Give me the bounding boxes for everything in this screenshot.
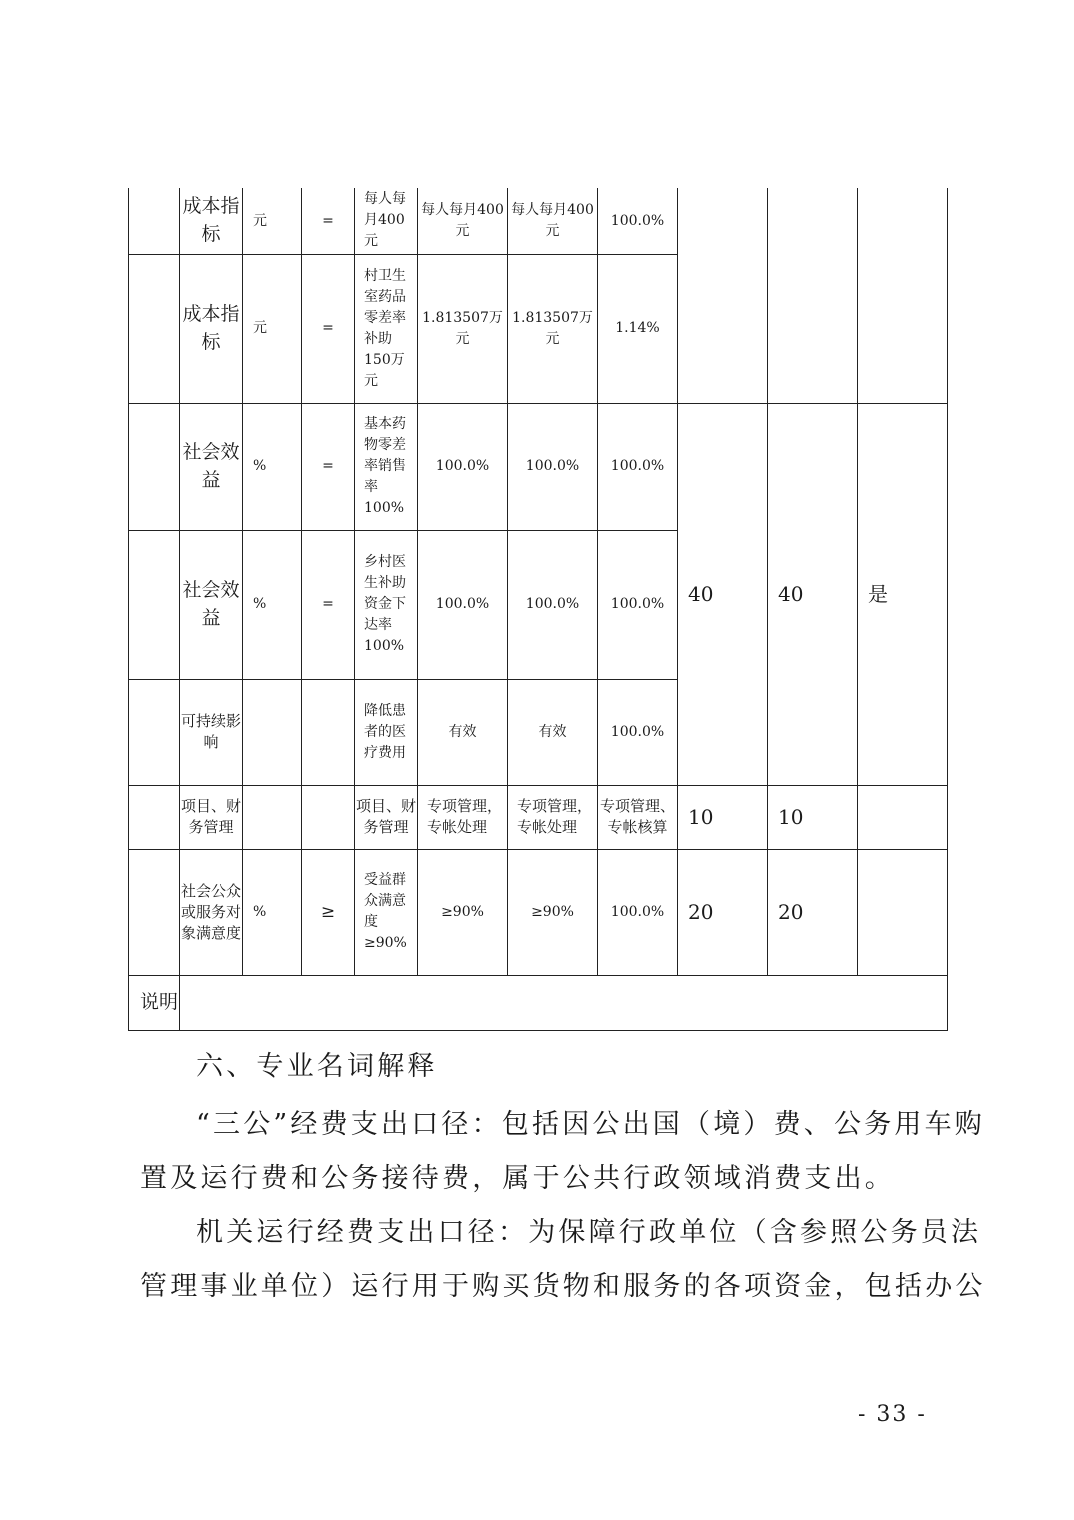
operator-cell <box>302 785 355 849</box>
note-row <box>129 975 948 1030</box>
operator-cell: = <box>302 403 355 530</box>
completion-cell: 100.0% <box>598 849 678 975</box>
operator-cell: = <box>302 188 355 254</box>
completion-cell: 100.0% <box>598 530 678 679</box>
weight-cell <box>678 188 768 403</box>
level1-cell <box>129 785 180 849</box>
score-cell: 40 <box>768 403 858 785</box>
description-cell: 项目、财务管理 <box>355 785 418 849</box>
target-cell: 100.0% <box>418 403 508 530</box>
indicator-cell: 可持续影响 <box>180 679 243 785</box>
description-cell: 降低患者的医疗费用 <box>355 679 418 785</box>
completion-cell: 100.0% <box>598 403 678 530</box>
completion-cell: 1.14% <box>598 254 678 403</box>
table-row <box>129 785 948 849</box>
achieved-cell <box>858 785 948 849</box>
level1-cell <box>129 254 180 403</box>
unit-cell: 元 <box>243 188 302 254</box>
target-cell: 专项管理，专帐处理 <box>418 785 508 849</box>
target-cell: ≥90% <box>418 849 508 975</box>
operator-cell: ≥ <box>302 849 355 975</box>
weight-cell: 20 <box>678 849 768 975</box>
level1-cell <box>129 403 180 530</box>
description-cell: 村卫生室药品零差率补助150万元 <box>355 254 418 403</box>
indicator-cell: 成本指标 <box>180 188 243 254</box>
indicator-cell: 社会效益 <box>180 403 243 530</box>
actual-cell: ≥90% <box>508 849 598 975</box>
operator-cell <box>302 679 355 785</box>
level1-cell <box>129 188 180 254</box>
weight-cell: 40 <box>678 403 768 785</box>
unit-cell: 元 <box>243 254 302 403</box>
achieved-cell <box>858 849 948 975</box>
indicator-cell: 社会公众或服务对象满意度 <box>180 849 243 975</box>
operator-cell: = <box>302 530 355 679</box>
performance-table <box>128 188 948 1031</box>
paragraph: 置及运行费和公务接待费，属于公共行政领域消费支出。 <box>140 1163 895 1194</box>
actual-cell: 100.0% <box>508 530 598 679</box>
unit-cell: % <box>243 403 302 530</box>
operator-cell: = <box>302 254 355 403</box>
achieved-cell: 是 <box>858 403 948 785</box>
actual-cell: 每人每月400元 <box>508 188 598 254</box>
indicator-cell: 成本指标 <box>180 254 243 403</box>
level1-cell <box>129 679 180 785</box>
indicator-cell: 项目、财务管理 <box>180 785 243 849</box>
completion-cell: 专项管理、专帐核算 <box>598 785 678 849</box>
unit-cell: % <box>243 849 302 975</box>
score-cell: 10 <box>768 785 858 849</box>
table-row <box>129 849 948 975</box>
indicator-cell: 社会效益 <box>180 530 243 679</box>
target-cell: 100.0% <box>418 530 508 679</box>
actual-cell: 专项管理，专帐处理 <box>508 785 598 849</box>
target-cell: 有效 <box>418 679 508 785</box>
page-number: - 33 - <box>858 1402 927 1427</box>
completion-cell: 100.0% <box>598 679 678 785</box>
actual-cell: 100.0% <box>508 403 598 530</box>
table-row <box>129 403 948 530</box>
level1-cell <box>129 530 180 679</box>
target-cell: 1.813507万元 <box>418 254 508 403</box>
actual-cell: 有效 <box>508 679 598 785</box>
note-content <box>180 975 948 1030</box>
score-cell: 20 <box>768 849 858 975</box>
level1-cell <box>129 849 180 975</box>
paragraph: 机关运行经费支出口径：为保障行政单位（含参照公务员法 <box>196 1217 982 1248</box>
paragraph: 管理事业单位）运行用于购买货物和服务的各项资金，包括办公 <box>140 1271 986 1302</box>
description-cell: 每人每月400元 <box>355 188 418 254</box>
note-label: 说明 <box>129 975 180 1030</box>
weight-cell: 10 <box>678 785 768 849</box>
table-row <box>129 188 948 254</box>
unit-cell <box>243 679 302 785</box>
unit-cell <box>243 785 302 849</box>
actual-cell: 1.813507万元 <box>508 254 598 403</box>
achieved-cell <box>858 188 948 403</box>
target-cell: 每人每月400元 <box>418 188 508 254</box>
section-heading: 六、专业名词解释 <box>196 1051 438 1082</box>
unit-cell: % <box>243 530 302 679</box>
description-cell: 受益群众满意度≥90% <box>355 849 418 975</box>
paragraph: “三公”经费支出口径：包括因公出国（境）费、公务用车购 <box>196 1109 986 1140</box>
description-cell: 基本药物零差率销售率100% <box>355 403 418 530</box>
score-cell <box>768 188 858 403</box>
description-cell: 乡村医生补助资金下达率100% <box>355 530 418 679</box>
completion-cell: 100.0% <box>598 188 678 254</box>
